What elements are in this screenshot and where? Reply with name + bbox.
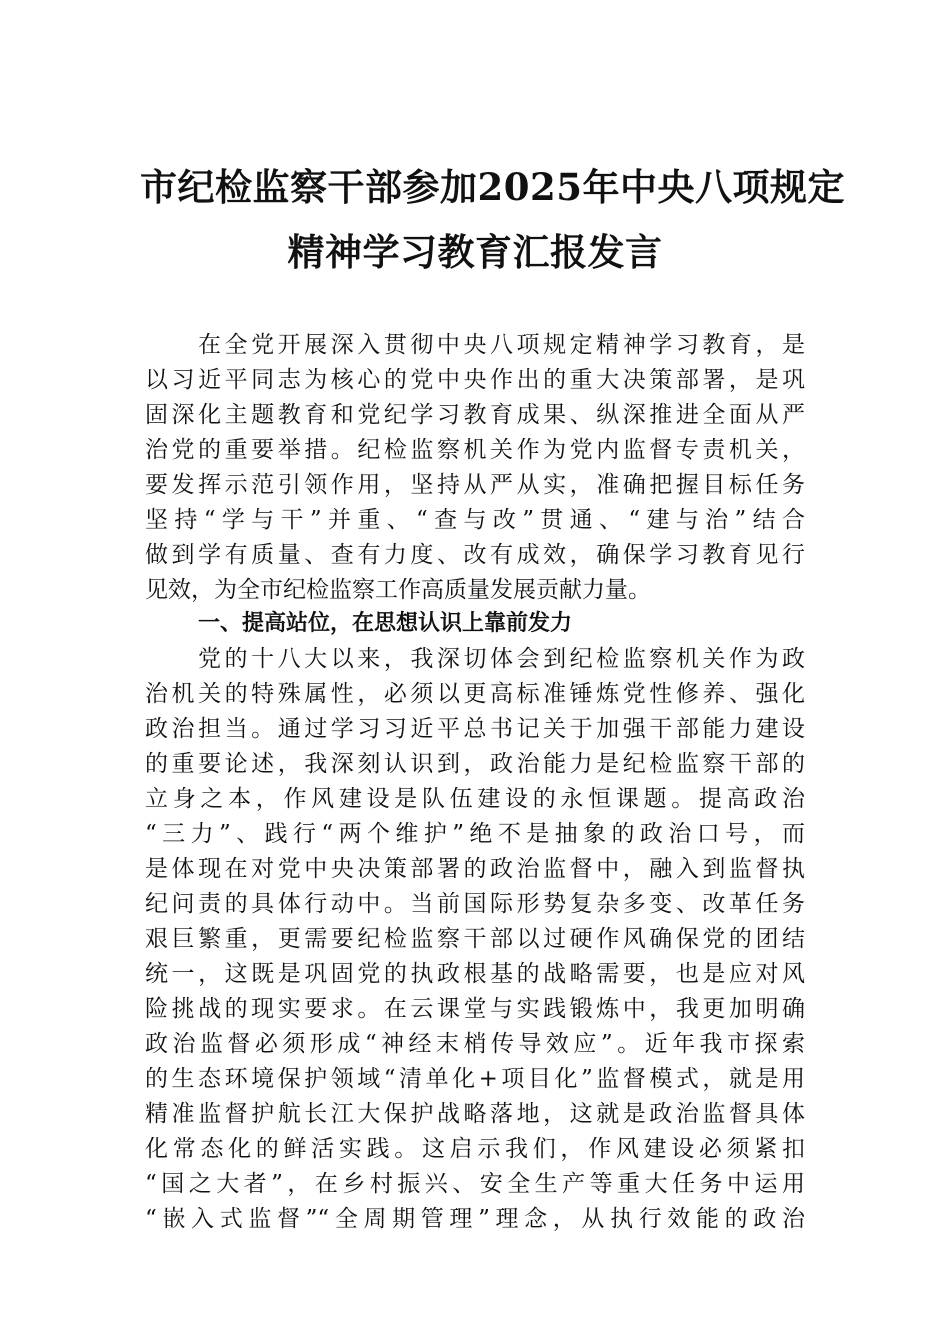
section-paragraph-line: 化常态化的鲜活实践。这启示我们，作风建设必须紧扣 [145, 1136, 805, 1162]
intro-paragraph-line: 要发挥示范引领作用，坚持从严从实，准确把握目标任务 [145, 472, 805, 498]
section-paragraph-line: 政治监督必须形成“神经末梢传导效应”。近年我市探索 [145, 1031, 805, 1057]
section-paragraph-line: 的重要论述，我深刻认识到，政治能力是纪检监察干部的 [145, 751, 805, 777]
intro-paragraph-line: 以习近平同志为核心的党中央作出的重大决策部署，是巩 [145, 367, 805, 393]
intro-paragraph-line: 坚持“学与干”并重、“查与改”贯通、“建与治”结合 [145, 507, 805, 533]
intro-paragraph-line: 见效，为全市纪检监察工作高质量发展贡献力量。 [145, 577, 651, 603]
document-title-line-1: 市纪检监察干部参加2025年中央八项规定 [140, 165, 845, 209]
intro-paragraph-line: 治党的重要举措。纪检监察机关作为党内监督专责机关， [145, 437, 805, 463]
section-paragraph-line: 艰巨繁重，更需要纪检监察干部以过硬作风确保党的团结 [145, 926, 805, 952]
section-paragraph-line: 治机关的特殊属性，必须以更高标准锤炼党性修养、强化 [145, 681, 805, 707]
document-title-line-2: 精神学习教育汇报发言 [287, 230, 663, 274]
section-paragraph-line: 立身之本，作风建设是队伍建设的永恒课题。提高政治 [145, 786, 805, 812]
section-paragraph-line: 是体现在对党中央决策部署的政治监督中，融入到监督执 [145, 856, 805, 882]
section-heading: 一、提高站位，在思想认识上靠前发力 [198, 611, 573, 636]
section-paragraph-line: 政治担当。通过学习习近平总书记关于加强干部能力建设 [145, 716, 805, 742]
section-paragraph-line: 党的十八大以来，我深切体会到纪检监察机关作为政 [198, 646, 805, 672]
section-paragraph-line: “国之大者”，在乡村振兴、安全生产等重大任务中运用 [145, 1171, 805, 1197]
section-paragraph-line: 精准监督护航长江大保护战略落地，这就是政治监督具体 [145, 1101, 805, 1127]
section-paragraph-line: 纪问责的具体行动中。当前国际形势复杂多变、改革任务 [145, 891, 805, 917]
intro-paragraph-line: 固深化主题教育和党纪学习教育成果、纵深推进全面从严 [145, 402, 805, 428]
section-paragraph-line: “嵌入式监督”“全周期管理”理念，从执行效能的政治 [145, 1206, 805, 1232]
section-paragraph-line: 统一，这既是巩固党的执政根基的战略需要，也是应对风 [145, 961, 805, 987]
intro-paragraph-line: 在全党开展深入贯彻中央八项规定精神学习教育，是 [198, 332, 805, 358]
intro-paragraph-line: 做到学有质量、查有力度、改有成效，确保学习教育见行 [145, 542, 805, 568]
section-paragraph-line: 的生态环境保护领域“清单化+项目化”监督模式，就是用 [145, 1066, 805, 1092]
section-paragraph-line: “三力”、践行“两个维护”绝不是抽象的政治口号，而 [145, 821, 805, 847]
section-paragraph-line: 险挑战的现实要求。在云课堂与实践锻炼中，我更加明确 [145, 996, 805, 1022]
